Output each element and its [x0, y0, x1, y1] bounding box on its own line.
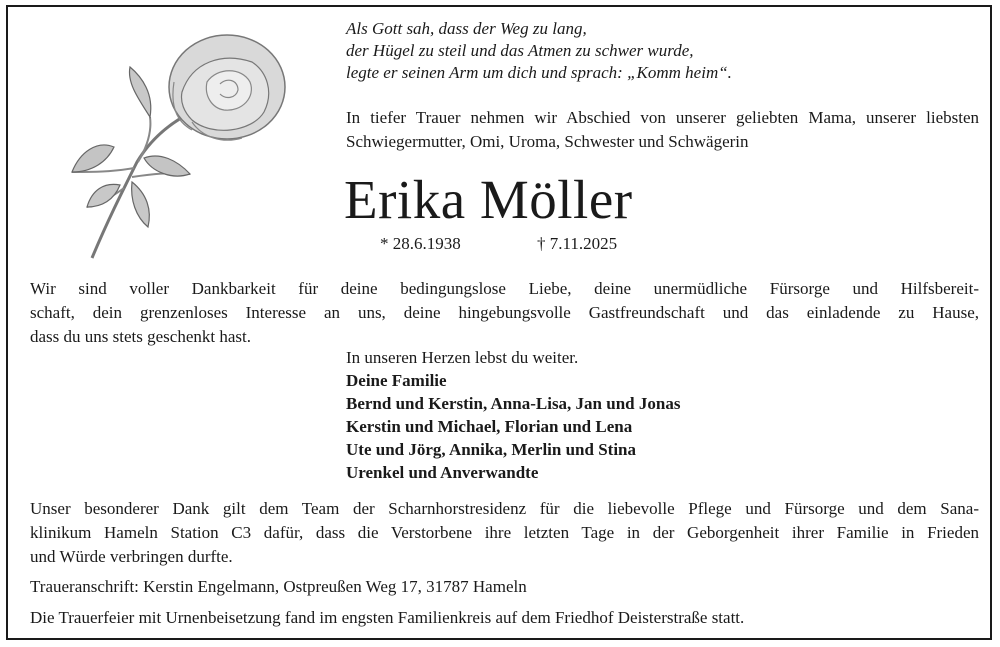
special-thanks-line: und Würde verbringen durfte.	[30, 547, 233, 566]
family-name: Bernd und Kerstin, Anna-Lisa, Jan und Jonas	[346, 394, 681, 413]
death-date: † 7.11.2025	[537, 234, 618, 253]
deceased-name: Erika Möller	[344, 169, 633, 230]
family-name: Deine Familie	[346, 371, 447, 390]
thanks-line: dass du uns stets geschenkt hast.	[30, 327, 251, 346]
family-name: Kerstin und Michael, Florian und Lena	[346, 417, 633, 436]
thanks-line: schaft, dein grenzenloses Interesse an uns, deine hingebungsvolle Gastfreundschaft und das einladende zu Hause,	[30, 303, 979, 322]
rose-icon	[52, 22, 292, 262]
mourning-address: Traueranschrift: Kerstin Engelmann, Ostpreußen Weg 17, 31787 Hameln	[30, 577, 527, 596]
thanks-paragraph	[30, 277, 979, 349]
poem-line: der Hügel zu steil und das Atmen zu schwer wurde,	[346, 41, 694, 60]
special-thanks-paragraph	[30, 497, 979, 569]
birth-date: * 28.6.1938	[380, 234, 461, 253]
special-thanks-line: Unser besonderer Dank gilt dem Team der Scharnhorstresidenz für die liebevolle Pflege und Fürsorge und dem Sana-	[30, 499, 979, 518]
poem-line: Als Gott sah, dass der Weg zu lang,	[346, 19, 587, 38]
intro-text: In tiefer Trauer nehmen wir Abschied von unserer geliebten Mama, unserer liebsten Schwiegermutter, Omi, Uroma, Schwester und Schwägerin	[346, 108, 979, 151]
poem-line: legte er seinen Arm um dich und sprach: „Komm heim“.	[346, 63, 732, 82]
poem	[346, 18, 976, 84]
family-name: Urenkel und Anverwandte	[346, 463, 539, 482]
family-intro: In unseren Herzen lebst du weiter.	[346, 348, 579, 367]
special-thanks-line: klinikum Hameln Station C3 dafür, dass die Verstorbene ihre letzten Tage in der Geborgenheit ihrer Familie in Frieden	[30, 523, 979, 542]
funeral-note: Die Trauerfeier mit Urnenbeisetzung fand im engsten Familienkreis auf dem Friedhof Deisterstraße statt.	[30, 608, 745, 627]
family-name: Ute und Jörg, Annika, Merlin und Stina	[346, 440, 637, 459]
family-block	[346, 346, 946, 484]
thanks-line: Wir sind voller Dankbarkeit für deine bedingungslose Liebe, deine unermüdliche Fürsorge und Hilfsbereit-	[30, 279, 979, 298]
